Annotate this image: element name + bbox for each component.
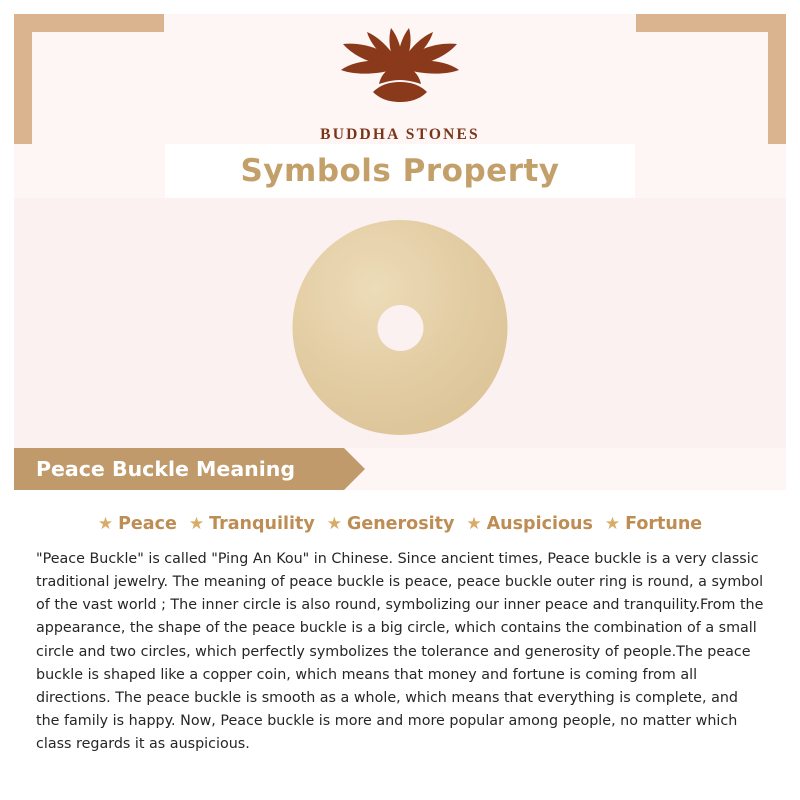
keyword-list bbox=[14, 490, 786, 534]
star-icon: ★ bbox=[604, 514, 621, 534]
page-title: Symbols Property bbox=[240, 153, 560, 189]
brand-logo-block bbox=[0, 22, 800, 144]
product-image-area bbox=[14, 198, 786, 448]
keyword-label: Generosity bbox=[346, 514, 455, 534]
keyword-label: Auspicious bbox=[486, 514, 593, 534]
star-icon: ★ bbox=[326, 514, 342, 534]
star-icon: ★ bbox=[97, 514, 114, 534]
keyword-item bbox=[98, 514, 177, 534]
peace-buckle-disc-icon bbox=[293, 220, 508, 435]
lotus-meditation-icon bbox=[315, 22, 485, 122]
keyword-item bbox=[466, 514, 592, 534]
section-subtitle-banner bbox=[14, 448, 344, 490]
keyword-label: Peace bbox=[118, 514, 177, 534]
star-icon: ★ bbox=[188, 514, 205, 534]
disc-inner-hole bbox=[377, 305, 423, 351]
star-icon: ★ bbox=[466, 514, 482, 534]
keyword-label: Fortune bbox=[625, 514, 703, 534]
description-paragraph: "Peace Buckle" is called "Ping An Kou" in Chinese. Since ancient times, Peace buckle is a very classic traditional jewelry. The meaning of peace buckle is peace, peace buckle outer ring is round, a symbol of the vast world ; The inner circle is also round, symbolizing our inner peace and tranquility.From the appearance, the shape of the peace buckle is a big circle, which contains the combination of a small circle and two circles, which perfectly symbolizes the tolerance and generosity of people.The peace buckle is shaped like a copper coin, which means that money and fortune is coming from all directions. The peace buckle is smooth as a whole, which means that everything is complete, and the family is happy. Now, Peace buckle is more and more popular among people, no matter which class regards it as auspicious. bbox=[36, 551, 764, 753]
content-panel bbox=[14, 490, 786, 786]
brand-name: BUDDHA STONES bbox=[320, 126, 480, 143]
section-subtitle: Peace Buckle Meaning bbox=[36, 457, 296, 481]
keyword-item bbox=[605, 514, 702, 534]
keyword-item bbox=[189, 514, 315, 534]
frame-border-bottom bbox=[0, 786, 800, 800]
keyword-item bbox=[327, 514, 455, 534]
keyword-label: Tranquility bbox=[209, 514, 315, 534]
frame-border-top bbox=[0, 0, 800, 14]
page-title-band bbox=[165, 144, 635, 198]
